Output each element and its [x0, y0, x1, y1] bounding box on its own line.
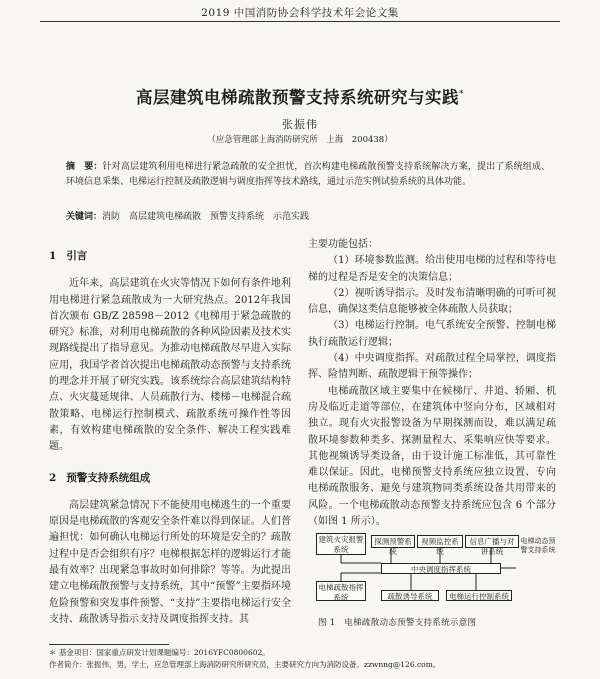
central-dispatch-box: 中央调度指挥系统: [381, 563, 501, 574]
keywords: [66, 210, 550, 224]
body-paragraph: 电梯疏散区域主要集中在候梯厅、井道、轿厢、机房及临近走道等部位，在建筑体中竖向分布，区域相对独立。现有火灾报警设备为早期探测而设，难以满足疏散环境参数种类多、探测量程大、采集响应快等要求。其他视频诱导类设备，由于设计施工标准低，其可靠性难以保证。因此，电梯预警支持系统应独立设置、专向电梯疏散服务、避免与建筑物同类系统设备共用带来的风险。一个电梯疏散动态预警支持系统应包含 6 个部分（如图 1 所示）。: [308, 385, 556, 528]
body-paragraph: 高层建筑紧急情况下不能使用电梯逃生的一个重要原因是电梯疏散的客观安全条件难以得到保证。人们普遍担忧：如何确认电梯运行所处的环境是安全的？疏散过程中是否会组织有序？电梯根据怎样的逻辑运行才能最有效率？出现紧急事故时如何排除？等等。为此提出建立电梯疏散预警与支持系统，其中“预警”主要指环境危险预警和突发事件预警、“支持”主要指电梯运行安全支持、疏散诱导指示支持及调度指挥支持。其: [49, 499, 291, 625]
abstract-text: 针对高层建筑利用电梯进行紧急疏散的安全担忧，首次构建电梯疏散预警支持系统解决方案，提出了系统组成、环境信息采集、电梯运行控制及疏散逻辑与调度指挥等技术路线，通过示范实例试验系统的具体功能。: [66, 162, 550, 187]
paper-title: [40, 84, 560, 108]
elevator-control-box: 电梯运行控制系统: [446, 590, 512, 601]
function-item: （4）中央调度指挥。对疏散过程全局掌控，调度指挥、险情判断、疏散逻辑干预等操作；: [308, 353, 556, 381]
function-item: （1）环境参数监测。给出使用电梯的过程和等待电梯的过程是否是安全的决策信息；: [308, 255, 556, 283]
figure-caption: 图 1 电梯疏散动态预警支持系统示意图: [318, 618, 477, 628]
footnote-rule: [49, 644, 169, 645]
video-monitoring-box: 视频监控系统: [417, 535, 463, 548]
abstract: [66, 160, 550, 190]
author-name: 张振伟: [282, 118, 318, 131]
broadcast-intercom-box: 信息广播与对讲系统: [465, 535, 519, 548]
keywords-text: 消防 高层建筑电梯疏散 预警支持系统 示范实践: [102, 212, 310, 222]
evacuation-guidance-box: 疏散诱导系统: [381, 590, 439, 601]
paper-title-text: 高层建筑电梯疏散预警支持系统研究与实践: [136, 88, 459, 107]
author-affiliation: （应急管理部上海消防研究所 上海 200438）: [207, 135, 393, 145]
function-item: （2）视听诱导指示。及时发布清晰明确的可听可视信息，确保这类信息能够被全体疏散人员获取；: [308, 287, 556, 316]
keywords-label: 关键词：: [66, 212, 103, 222]
section-heading: [49, 248, 291, 264]
function-item: （3）电梯运行控制。电气系统安全预警、控制电梯执行疏散运行逻辑；: [308, 320, 556, 348]
footnote-author: 作者简介：张振伟，男，学士，应急管理部上海消防研究所研究员，主要研究方向为消防设备。zzwnng@126.com。: [49, 660, 441, 669]
left-column: [49, 240, 291, 628]
function-intro: 主要功能包括：: [308, 239, 378, 250]
section-number: 1: [49, 250, 57, 262]
running-head: 2019 中国消防协会科学技术年会论文集: [201, 7, 399, 19]
system-diagram: [311, 533, 559, 601]
fire-alarm-system-box: 建筑火灾报警系统: [316, 533, 366, 555]
section-title: 引言: [66, 250, 88, 262]
section-title: 预警支持系统组成: [66, 471, 151, 484]
right-column: [308, 237, 556, 530]
elevator-evacuation-command-box: 电梯疏散指挥系统: [316, 581, 366, 601]
title-footnote-mark: *: [459, 89, 464, 100]
body-paragraph: 近年来，高层建筑在火灾等情况下如何有条件地利用电梯进行紧急疏散成为一大研究热点。2012年我国首次颁布 GB/Z 28598－2012《电梯用于紧急疏散的研究》标准，对利用电梯疏散的各种风险因素及技术实现路线提出了指导意见。为推动电梯疏散尽早进入实际应用，我国学者首次提出电梯疏散动态预警与支持系统的理念并开展了研究实践。该系统综合高层建筑结构特点、火灾蔓延规律、人员疏散行为、楼梯－电梯混合疏散策略、电梯运行控制模式、疏散系统可操作性等因素，有效构建电梯疏散的安全条件、解决工程实践难题。: [49, 278, 291, 453]
section-heading: [49, 470, 291, 486]
section-number: 2: [49, 471, 57, 484]
header-rule: [40, 21, 560, 22]
system-side-label: 电梯动态预警支持系统: [520, 537, 556, 554]
footnote-funding: ＊ 基金项目：国家重点研发计划课题编号：2016YFC0800602。: [49, 648, 270, 657]
abstract-label: 摘 要：: [66, 162, 103, 172]
detection-warning-box: 探测预警系统: [371, 535, 415, 548]
